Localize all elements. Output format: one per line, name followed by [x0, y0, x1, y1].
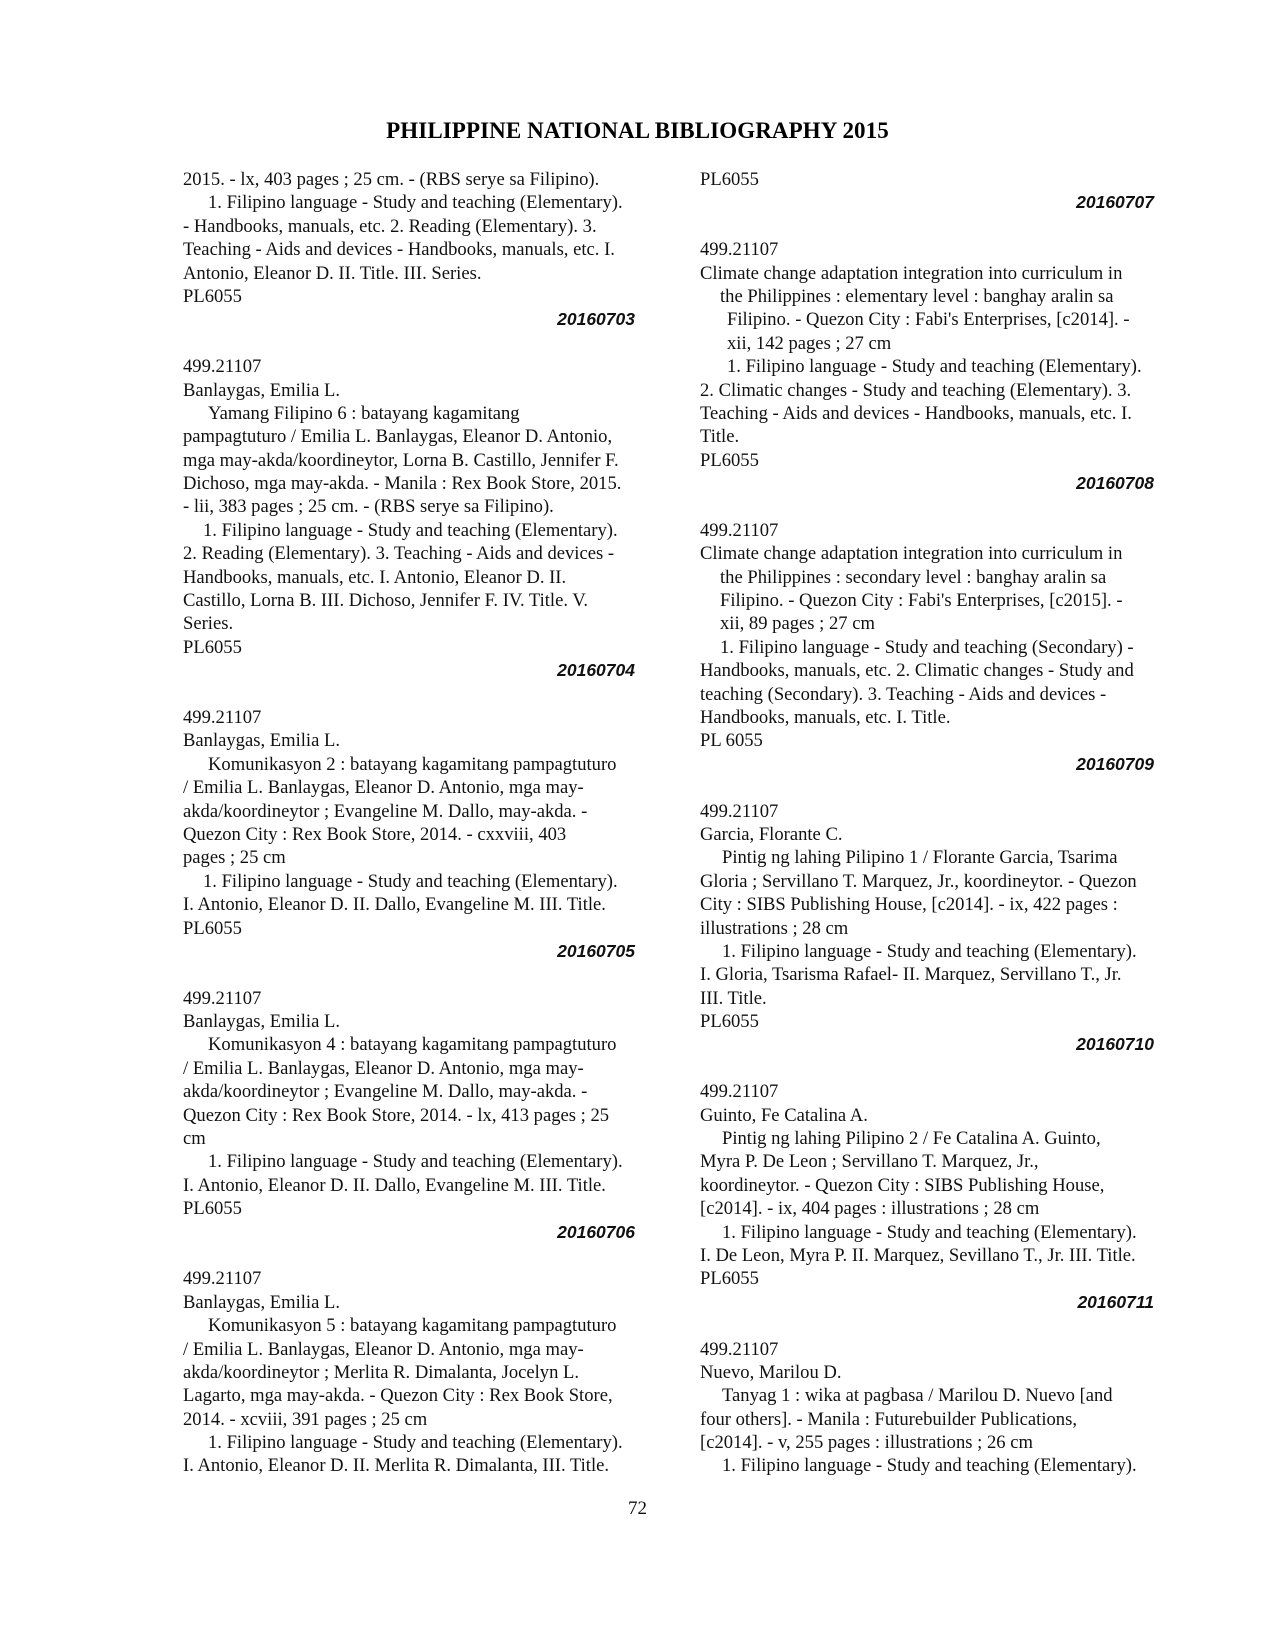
- text-line: koordineytor. - Quezon City : SIBS Publishing House,: [700, 1174, 1105, 1196]
- text-line: Filipino. - Quezon City : Fabi's Enterprises, [c2015]. -: [720, 590, 1123, 612]
- classification-number: 499.21107: [700, 239, 779, 261]
- text-line: Quezon City : Rex Book Store, 2014. - cxxviii, 403: [183, 823, 567, 845]
- text-line: / Emilia L. Banlaygas, Eleanor D. Antonio, mga may-: [183, 1338, 584, 1360]
- text-line: Handbooks, manuals, etc. 2. Climatic changes - Study and: [700, 660, 1134, 682]
- text-line: xii, 89 pages ; 27 cm: [720, 613, 875, 635]
- text-line: Gloria ; Servillano T. Marquez, Jr., koordineytor. - Quezon: [700, 870, 1137, 892]
- text-line: four others]. - Manila : Futurebuilder Publications,: [700, 1408, 1077, 1430]
- record-number: 20160710: [1076, 1034, 1154, 1055]
- text-line: 1. Filipino language - Study and teaching (Elementary).: [208, 1151, 623, 1173]
- text-line: 1. Filipino language - Study and teaching (Elementary).: [203, 519, 618, 541]
- text-line: teaching (Secondary). 3. Teaching - Aids and devices -: [700, 683, 1107, 705]
- text-line: 2. Climatic changes - Study and teaching (Elementary). 3.: [700, 379, 1132, 401]
- text-line: - lii, 383 pages ; 25 cm. - (RBS serye sa Filipino).: [183, 496, 554, 518]
- text-line: I. Antonio, Eleanor D. II. Merlita R. Dimalanta, III. Title.: [183, 1455, 610, 1477]
- classification-number: 499.21107: [183, 706, 262, 728]
- text-line: [c2014]. - ix, 404 pages : illustrations ; 28 cm: [700, 1198, 1040, 1220]
- text-line: the Philippines : elementary level : banghay aralin sa: [720, 285, 1114, 307]
- record-number: 20160708: [1076, 473, 1154, 494]
- call-number: PL6055: [700, 1011, 759, 1033]
- text-line: III. Title.: [700, 987, 767, 1009]
- text-line: 1. Filipino language - Study and teaching (Secondary) -: [720, 636, 1134, 658]
- classification-number: 499.21107: [700, 1338, 779, 1360]
- text-line: akda/koordineytor ; Merlita R. Dimalanta, Jocelyn L.: [183, 1361, 580, 1383]
- text-line: 2. Reading (Elementary). 3. Teaching - Aids and devices -: [183, 543, 615, 565]
- text-line: Antonio, Eleanor D. II. Title. III. Series.: [183, 262, 482, 284]
- author: Guinto, Fe Catalina A.: [700, 1104, 868, 1126]
- page-number: 72: [628, 1498, 647, 1519]
- text-line: City : SIBS Publishing House, [c2014]. - ix, 422 pages :: [700, 894, 1118, 916]
- text-line: Climate change adaptation integration into curriculum in: [700, 543, 1123, 565]
- text-line: I. Gloria, Tsarisma Rafael- II. Marquez, Servillano T., Jr.: [700, 964, 1122, 986]
- text-line: Yamang Filipino 6 : batayang kagamitang: [208, 402, 520, 424]
- text-line: 2015. - lx, 403 pages ; 25 cm. - (RBS serye sa Filipino).: [183, 169, 600, 190]
- author: Nuevo, Marilou D.: [700, 1361, 842, 1383]
- text-line: Quezon City : Rex Book Store, 2014. - lx, 413 pages ; 25: [183, 1104, 610, 1126]
- call-number: PL6055: [183, 917, 242, 939]
- text-line: 1. Filipino language - Study and teaching (Elementary).: [727, 356, 1142, 378]
- record-number: 20160707: [1076, 192, 1154, 213]
- text-line: pampagtuturo / Emilia L. Banlaygas, Eleanor D. Antonio,: [183, 426, 613, 448]
- record-number: 20160706: [557, 1221, 635, 1242]
- text-line: Handbooks, manuals, etc. I. Antonio, Eleanor D. II.: [183, 566, 567, 588]
- spacer: [183, 1244, 671, 1267]
- spacer: [183, 683, 671, 706]
- author: Banlaygas, Emilia L.: [183, 1011, 340, 1033]
- text-line: Filipino. - Quezon City : Fabi's Enterprises, [c2014]. -: [727, 309, 1130, 331]
- call-number: PL6055: [183, 1198, 242, 1220]
- call-number: PL6055: [183, 636, 242, 658]
- text-line: akda/koordineytor ; Evangeline M. Dallo, may-akda. -: [183, 800, 588, 822]
- classification-number: 499.21107: [183, 987, 262, 1009]
- record-number: 20160704: [557, 660, 635, 681]
- text-line: 2014. - xcviii, 391 pages ; 25 cm: [183, 1408, 428, 1430]
- left-column: [183, 168, 671, 1478]
- record-number: 20160703: [557, 309, 635, 330]
- text-line: Lagarto, mga may-akda. - Quezon City : Rex Book Store,: [183, 1385, 613, 1407]
- spacer: [700, 776, 1190, 799]
- text-line: Title.: [700, 426, 740, 448]
- author: Garcia, Florante C.: [700, 823, 843, 845]
- text-line: Teaching - Aids and devices - Handbooks, manuals, etc. I.: [183, 239, 615, 261]
- author: Banlaygas, Emilia L.: [183, 379, 340, 401]
- text-line: the Philippines : secondary level : banghay aralin sa: [720, 566, 1107, 588]
- text-line: 1. Filipino language - Study and teaching (Elementary).: [208, 1432, 623, 1454]
- text-line: Dichoso, mga may-akda. - Manila : Rex Book Store, 2015.: [183, 473, 622, 495]
- page-title: PHILIPPINE NATIONAL BIBLIOGRAPHY 2015: [386, 118, 889, 143]
- text-line: Komunikasyon 2 : batayang kagamitang pampagtuturo: [208, 753, 617, 775]
- text-line: I. Antonio, Eleanor D. II. Dallo, Evangeline M. III. Title.: [183, 894, 606, 916]
- spacer: [183, 963, 671, 986]
- spacer: [700, 1057, 1190, 1080]
- text-line: Komunikasyon 4 : batayang kagamitang pampagtuturo: [208, 1034, 617, 1056]
- text-line: Pintig ng lahing Pilipino 2 / Fe Catalina A. Guinto,: [722, 1128, 1101, 1150]
- text-line: / Emilia L. Banlaygas, Eleanor D. Antonio, mga may-: [183, 1057, 584, 1079]
- text-line: 1. Filipino language - Study and teaching (Elementary).: [722, 1221, 1137, 1243]
- spacer: [700, 495, 1190, 518]
- classification-number: 499.21107: [700, 519, 779, 541]
- text-line: 1. Filipino language - Study and teaching (Elementary).: [203, 870, 618, 892]
- text-line: akda/koordineytor ; Evangeline M. Dallo, may-akda. -: [183, 1081, 588, 1103]
- text-line: 1. Filipino language - Study and teaching (Elementary).: [208, 192, 623, 214]
- text-line: Tanyag 1 : wika at pagbasa / Marilou D. Nuevo [and: [722, 1385, 1113, 1407]
- text-line: pages ; 25 cm: [183, 847, 286, 869]
- spacer: [700, 215, 1190, 238]
- spacer: [700, 1314, 1190, 1337]
- text-line: Myra P. De Leon ; Servillano T. Marquez, Jr.,: [700, 1151, 1039, 1173]
- classification-number: 499.21107: [700, 1081, 779, 1103]
- text-line: Teaching - Aids and devices - Handbooks, manuals, etc. I.: [700, 402, 1132, 424]
- text-line: 1. Filipino language - Study and teaching (Elementary).: [722, 1455, 1137, 1477]
- author: Banlaygas, Emilia L.: [183, 730, 340, 752]
- call-number: PL 6055: [700, 730, 763, 752]
- call-number: PL6055: [700, 449, 759, 471]
- record-number: 20160709: [1076, 753, 1154, 774]
- text-line: Handbooks, manuals, etc. I. Title.: [700, 706, 951, 728]
- record-number: 20160705: [557, 940, 635, 961]
- text-line: [c2014]. - v, 255 pages : illustrations ; 26 cm: [700, 1432, 1033, 1454]
- text-line: illustrations ; 28 cm: [700, 917, 849, 939]
- text-line: I. De Leon, Myra P. II. Marquez, Sevillano T., Jr. III. Title.: [700, 1244, 1136, 1266]
- call-number: PL6055: [183, 285, 242, 307]
- text-line: / Emilia L. Banlaygas, Eleanor D. Antonio, mga may-: [183, 777, 584, 799]
- text-line: cm: [183, 1128, 206, 1150]
- text-line: xii, 142 pages ; 27 cm: [727, 332, 892, 354]
- text-line: Pintig ng lahing Pilipino 1 / Florante Garcia, Tsarima: [722, 847, 1118, 869]
- right-column: [700, 168, 1190, 1478]
- text-line: Series.: [183, 613, 234, 635]
- text-line: 1. Filipino language - Study and teaching (Elementary).: [722, 940, 1137, 962]
- text-line: Komunikasyon 5 : batayang kagamitang pampagtuturo: [208, 1315, 617, 1337]
- classification-number: 499.21107: [700, 800, 779, 822]
- call-number: PL6055: [700, 169, 759, 190]
- record-number: 20160711: [1077, 1291, 1154, 1312]
- text-line: mga may-akda/koordineytor, Lorna B. Castillo, Jennifer F.: [183, 449, 619, 471]
- call-number: PL6055: [700, 1268, 759, 1290]
- text-line: I. Antonio, Eleanor D. II. Dallo, Evangeline M. III. Title.: [183, 1174, 606, 1196]
- classification-number: 499.21107: [183, 356, 262, 378]
- text-line: - Handbooks, manuals, etc. 2. Reading (Elementary). 3.: [183, 215, 597, 237]
- text-line: Castillo, Lorna B. III. Dichoso, Jennifer F. IV. Title. V.: [183, 590, 588, 612]
- author: Banlaygas, Emilia L.: [183, 1291, 340, 1313]
- classification-number: 499.21107: [183, 1268, 262, 1290]
- spacer: [183, 332, 671, 355]
- text-line: Climate change adaptation integration into curriculum in: [700, 262, 1123, 284]
